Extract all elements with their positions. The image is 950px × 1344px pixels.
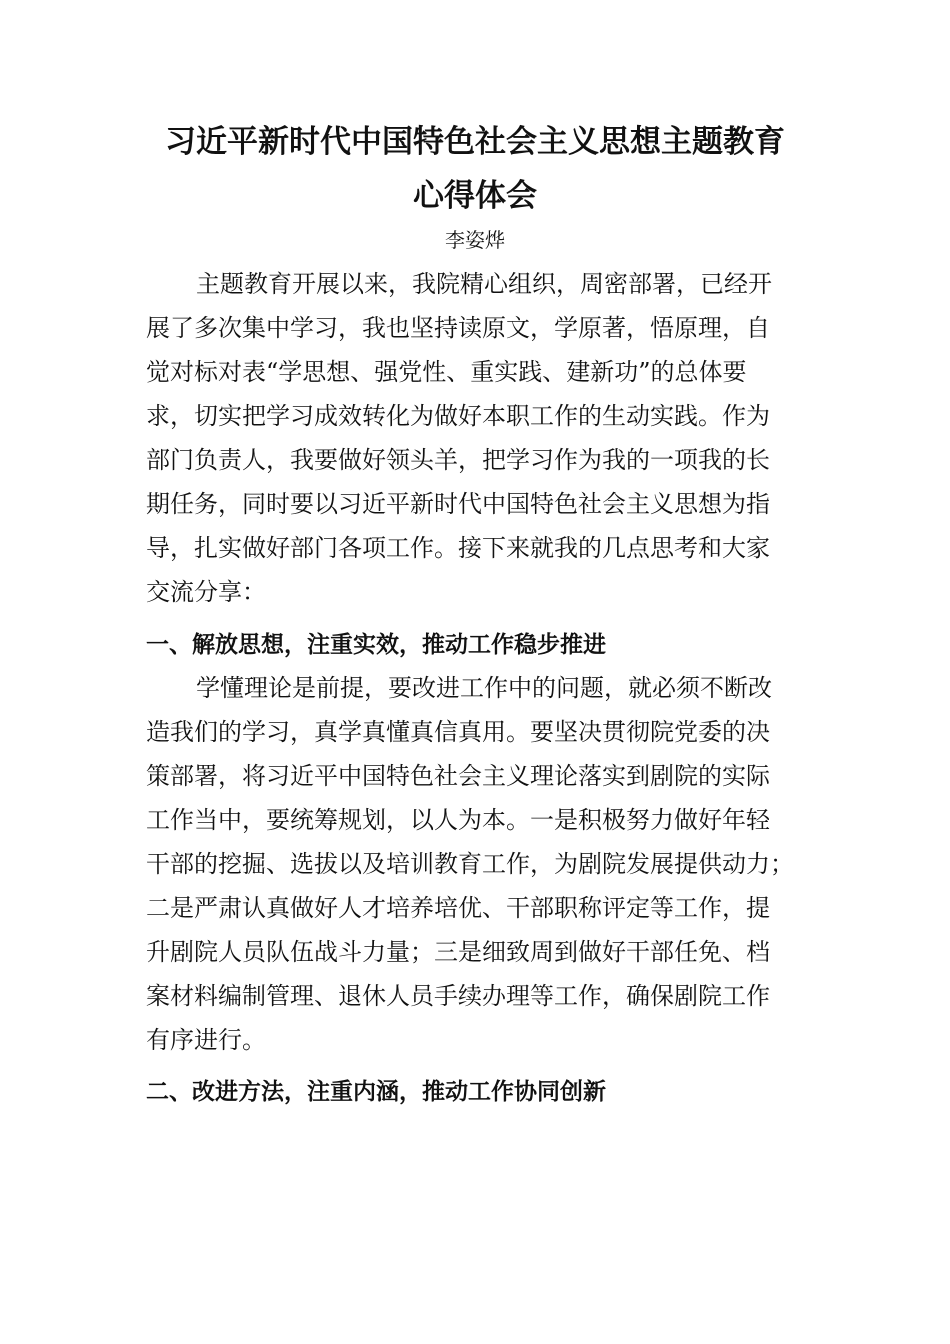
paragraph-line: 主题教育开展以来，我院精心组织，周密部署，已经开 [196, 270, 772, 298]
paragraph-line: 干部的挖掘、选拔以及培训教育工作，为剧院发展提供动力； [146, 850, 794, 878]
paragraph-line: 策部署，将习近平中国特色社会主义理论落实到剧院的实际 [146, 762, 770, 790]
document-title-line-1: 习近平新时代中国特色社会主义思想主题教育 [165, 124, 785, 160]
paragraph-line: 期任务，同时要以习近平新时代中国特色社会主义思想为指 [146, 490, 770, 518]
paragraph-line: 展了多次集中学习，我也坚持读原文，学原著，悟原理，自 [146, 314, 770, 342]
author-name: 李姿烨 [445, 228, 505, 252]
paragraph-line: 学懂理论是前提，要改进工作中的问题，就必须不断改 [196, 674, 772, 702]
section-heading-1: 一、解放思想，注重实效，推动工作稳步推进 [146, 632, 606, 658]
paragraph-line: 觉对标对表“学思想、强党性、重实践、建新功”的总体要 [146, 358, 747, 386]
paragraph-line: 升剧院人员队伍战斗力量；三是细致周到做好干部任免、档 [146, 938, 770, 966]
paragraph-line: 导，扎实做好部门各项工作。接下来就我的几点思考和大家 [146, 534, 770, 562]
paragraph-line: 部门负责人，我要做好领头羊，把学习作为我的一项我的长 [146, 446, 770, 474]
document-title-line-2: 心得体会 [413, 178, 537, 214]
paragraph-line: 工作当中，要统筹规划，以人为本。一是积极努力做好年轻 [146, 806, 770, 834]
paragraph-line: 二是严肃认真做好人才培养培优、干部职称评定等工作，提 [146, 894, 770, 922]
paragraph-line: 交流分享： [146, 578, 266, 606]
paragraph-line: 求，切实把学习成效转化为做好本职工作的生动实践。作为 [146, 402, 770, 430]
paragraph-line: 案材料编制管理、退休人员手续办理等工作，确保剧院工作 [146, 982, 770, 1010]
paragraph-line: 有序进行。 [146, 1026, 266, 1054]
paragraph-line: 造我们的学习，真学真懂真信真用。要坚决贯彻院党委的决 [146, 718, 770, 746]
section-heading-2: 二、改进方法，注重内涵，推动工作协同创新 [146, 1079, 606, 1105]
